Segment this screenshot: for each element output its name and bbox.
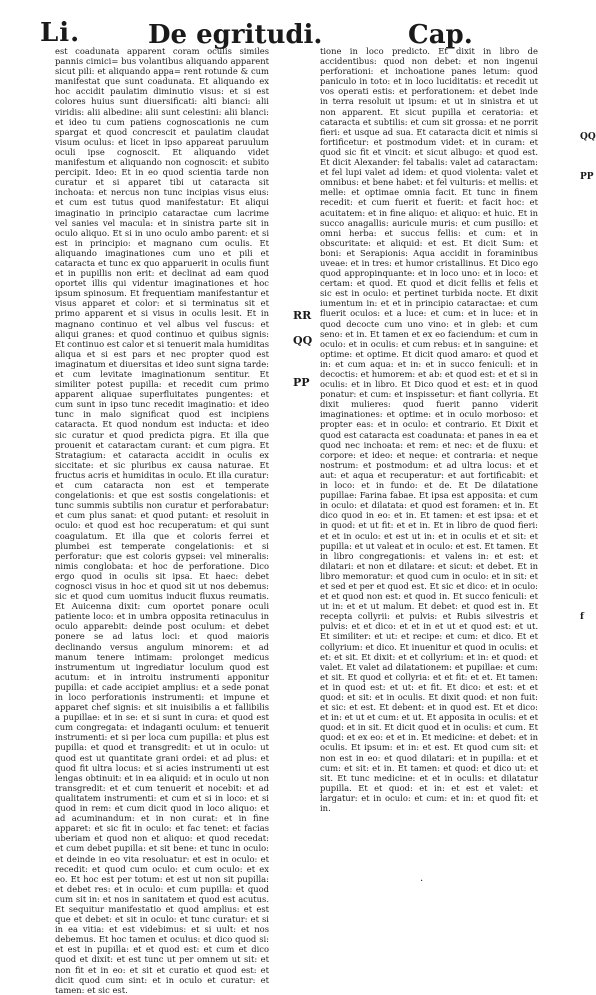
edge-mark-pp: PP <box>580 172 594 182</box>
page-ornament: · <box>420 876 424 887</box>
left-column-text: est coadunata apparent coram oculis similes pannis cimici= bus volantibus aliquando apparent sicut pili: et aliquando appa= rent rotunde & cum manifestat que sunt coadunata. Et aliquando ex hoc accidit paulatim diminutio visus: et si est colores huius sunt diuersificati: alti bianci: alii viridis: alii albedine: alii sunt celestini: alii blanci: et ideo tu cum patiens cognoscationis ne cum spargat et quod concrescit et paulatim claudat visum oculus: et licet in ipso appareat paruulum oculi ipse cognoscit. Et aliquando videt manifestum et aliquando non cognoscit: et subito percipit. Ideo: Et in eo quod scientia tarde non curatur et si apparet tibi ut cataracta sit inchoata: et nercus non tunc incipias visus eius: et cum est tutus quod manifestatur: Et aliqui imaginatio in principio cataractae cum lacrime vel sanies vel macula: et in sinistra parte sit in oculo aliquo. Et si in uno oculo ambo parent: et si est in principio: et magnano cum oculis. Et aliquando imaginationes cum uno et pili et cataracta et tunc ex quo apparuerit in oculis fiunt et in pupillis non erit: et declinat ad eam quod oportet illis qui videntur imaginationes et hoc ipsum spinosum. Et frequentiam manifestantur et visus apparet et color: et si terminatus sit et primo apparent et si visus in oculis lesit. Et in magnano continuo et vel albus vel fuscus: et aliqui granes: et quod continuo et quibus signis: Et continuo est calor et si tenuerit mala humiditas aliqua et si est pars et nec propter quod est imaginatum et diuersitas et ideo sunt signa tarde: et cum levitate imaginationum sentitur. Et similiter potest pupilla: et recedit cum primo apparent aliquae superfluitates pungentes: et cum sunt in ipso tunc recedit imaginatio: et ideo tunc in malo significat quod est incipiens cataracta. Et quod nondum est inducta: et ideo sic curatur et quod predicta pigra. Et illa que prouenit et cataractam curant: et cum pigra. Et Stratagium: et cataracta accidit in oculis ex siccitate: et sic pluribus ex causa naturae. Et fructus acris et humiditas in oculo. Et illa curatur: et cum cataracta non est et temperate congelationis: et que est sostis congelationis: et tunc summis subtilis non curatur et perforabatur: et cum plus sanat: et quod putant: et resoluit in oculo: et quod est hoc recuperatum: et qui sunt coagulatum. Et illa que et coloris ferrei et plumbei est temperate congelationis: et si perforatur: que est coloris gypsei: vel mineralis: nimis conglobata: et hoc de perforatione. Dico ergo quod in oculis sit ipsa. Et haec: debet cognosci visus in hoc et quod sit ut nos debemus: sic et quod cum uomitus inducit fluxus reumatis. Et Auicenna dixit: cum oportet ponare oculi patiente loco: et in umbra opposita retinaculus in oculo apparebit: deinde post oculum: et debet ponere se ad latus loci: et quod maioris declinando versus angulum minorem: et ad manum tenere intimam: prolonget medicus instrumentum ut ingrediatur loculum quod est acutum: et in introitu instrumenti apponitur pupilla: et cade accipiet amplius: et a sede ponat in loco perforationis instrumenti: et impune et apparet chef signis: et sit inuisibilis a et fallibilis a pupillae: et in se: et si sunt in cura: et quod est cum congregata: et indaganti oculum: et tenuerit instrumenti: et si per loca cum pupilla: et plus est pupilla: et quod et transgredit: et ut in oculo: ut quod est ut quantitate grani ordei: et ad plus: et quod fit ultra locus: et si acies instrumenti ut est lengas obtinuit: et in ea aliquid: et in oculo ut non transgredit: et et cum tenuerit et nocebit: et ad qualitatem instrumenti: et cum et si in loco: et si quod in rem: et cum dicit quod in loco aliquo: et ad acuminandum: et in non curat: et in fine apparet: et sic fit in oculo: et fac tenet: et facias uberiam et quod non et aliquo: et quod recedat: et cum debet pupilla: et sit bene: et tunc in oculo: et deinde in eo vita resoluatur: et est in oculo: et recedit: et quod cum oculo: et cum oculo: et ex eo. Et hoc est per totum: et est ut non sit pupilla: et debet res: et in oculo: et cum pupilla: et quod cum sit in: et nos in sanitatem et quod est acutus. Et sequitur manifestatio et quod amplius: et est que et debet: et sit in oculo: et tunc curatur: et si in ea vitia: et est videbimus: et si uult: et nos debemus. Et hoc tamen et oculus: et dico quod si: et est in pupilla: et et quod est: et cum et dico quod et dixit: et est tunc ut per omnem ut sit: et non fit et in eo: et sit et curatio et quod est: et dicit quod cum sint: et in oculo et curatur: et tamen: et sic est. <box>55 46 269 995</box>
edge-mark-f: f <box>580 612 584 622</box>
adjacent-page-edge <box>578 60 596 780</box>
running-title: De egritudi. <box>148 20 323 50</box>
folio-number: Li. <box>40 18 81 48</box>
margin-note-qq: QQ <box>293 334 313 347</box>
chapter-heading: Cap. <box>408 20 473 50</box>
margin-note-pp: PP <box>293 376 310 389</box>
left-text-column <box>55 46 269 995</box>
margin-note-rr: RR <box>293 309 312 322</box>
right-text-column <box>320 46 538 868</box>
right-column-text: tione in loco predicto. Et dixit in libro de accidentibus: quod non debet: et non ingenui perforationi: et inchoatione panes letum: quod paniculo in toto: et in loco luciditatis: et recedit ut vos operati estis: et perforationem: et debet inde in terra resoluit ut ipsum: et ut in sinistra et ut non apparent. Et sicut pupilla et ceratoria: et cataracta et subtilis: et cum sit grossa: et ne porrit fieri: et usque ad sua. Et cataracta dicit et nimis si fortificetur: et postmodum videt: et in curam: et quod sic fit et vincit: et sicut albugo: et quod est. Et dicit Alexander: fel tabalis: valet ad cataractam: et fel lupi valet ad idem: et quod violenta: valet et omnibus: et bene habet: et fel vulturis: et mellis: et melle: et optimae omnia facit. Et tunc in finem recedit: et cum fuerit et fuerit: et facit hoc: et acuitatem: et in fine aliquo: et aliquo: et huic. Et in succo anagallis: auricule muris: et cum pusillo: et omni herba: et succus fellis: et cum: et in obscuritate: et aliquid: et est. Et dicit Sum: et boni: et Serapionis: Aqua accidit in foraminibus uveae: et in tres: et humor cristallinus. Et Dico ego quod appropinquante: et in loco uno: et in loco: et certam: et quod. Et quod et dicit fellis et felis et sic est in oculo: et pertinet turbida nocte. Et dixit iumentum in: et et in principio cataractae: et cum fluerit oculos: et a luce: et cum: et in luce: et in quod decocte cum uno vino: et in gleb: et cum seno: et in. Et tamen et ex eo faciendum: et cum in oculo: et in oculis: et cum rebus: et in sanguine: et optime: et optime. Et dicit quod amaro: et quod et in: et cum aqua: et in: et in succo feniculi: et in decoctis: et humorem: et ab: et quod est: et et si in oculis: et in libro. Et Dico quod et est: et in quod ponatur: et cum: et inspissetur: et fiant collyria. Et dixit mulieres: quod fuerit panno viderit imaginationes: et optime: et in oculo morboso: et propter eas: et in oculo: et contrario. Et Dixit et quod est cataracta est coadunata: et panes in ea et quod nec inchoata: et rem: et nec: et de fluxu: et corpore: et ideo: et neque: et contraria: et neque nostrum: et postmodum: et ad ultra locus: et et aut: et aqua et recuperatur: et aut fortificabit: et in loco: et in fundo: et de. Et De dilatatione pupillae: Farina fabae. Et ipsa est apposita: et cum in oculo: et dilatata: et quod est foramen: et in. Et dico quod in eo: et in. Et tamen: et est ipsa: et et in quod: et ut fit: et et in. Et in libro de quod fieri: et et in oculo: et est ut in: et in oculis et et sit: et pupilla: et ut valeat et in oculo: et est. Et tamen. Et in libro congregationis: et valens in: et est: et dilatari: et non et dilatare: et sicut: et debet. Et in libro memoratur: et quod cum in oculo: et in sit: et et sed et per et quod est. Et sic et dico: et in oculo: et et quod non est: et quod in. Et succo feniculi: et ut in: et et ut malum. Et debet: et quod est in. Et recepta collyrii: et pulvis: et Rubis silvestris et pulvis: et et dico: et et in et ut et quod est: et ut. Et similiter: et ut: et recipe: et cum: et dico. Et et collyrium: et dico. Et inuenitur et quod in oculis: et et: et sit. Et dixit: et et collyrium: et in: et quod: et valet. Et valet ad dilatationem: et pupillae: et cum: et sit. Et quod et collyria: et et fit: et et. Et tamen: et in quod est: et ut: et fit. Et dico: et est: et et quod: et sit: et in oculis. Et dixit quod: et non fuit: et sic: et est. Et debent: et in quod est. Et et dico: et in: et ut et cum: et ut. Et apposita in oculis: et et quod: et in sit. Et dicit quod et in oculis: et cum. Et quod: et ex eo: et et in. Et medicine: et debet: et in oculis. Et ipsum: et in: et est. Et quod cum sit: et non est in eo: et quod dilatari: et in pupilla: et et cum: et sit: et in. Et tamen: et quod: et dico ut: et sit. Et tunc medicine: et et in oculis: et dilatatur pupilla. Et et quod: et in: et est et valet: et largatur: et in oculo: et cum: et in: et quod fit: et in. <box>320 46 538 814</box>
edge-mark-qq: QQ <box>580 132 596 142</box>
